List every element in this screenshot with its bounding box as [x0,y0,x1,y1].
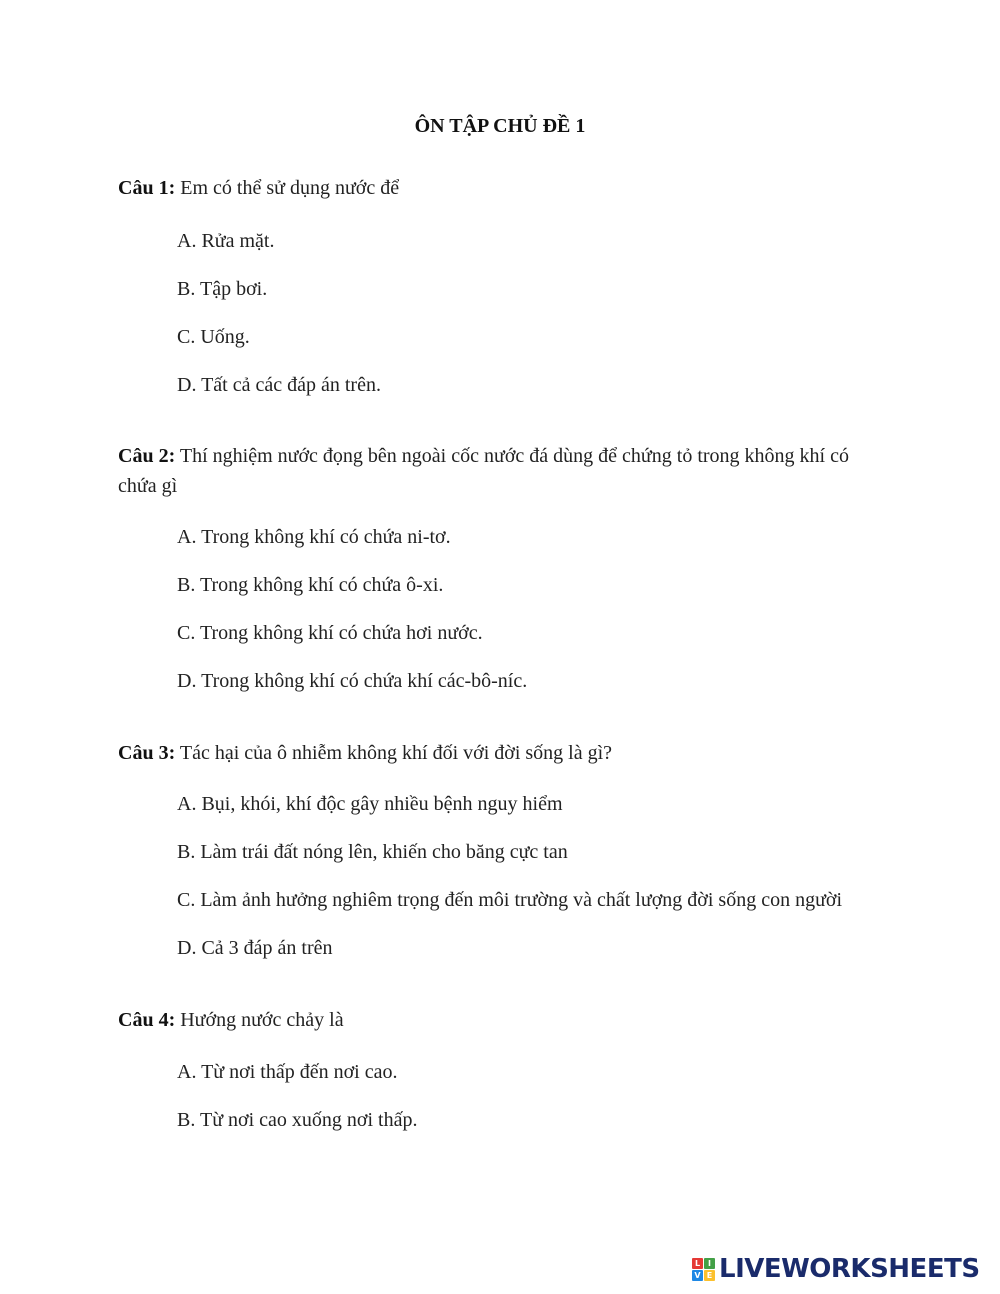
option-3d: D. Cả 3 đáp án trên [177,937,333,959]
logo-tile: V [692,1270,703,1281]
question-4 [118,1005,878,1035]
option-1a: A. Rửa mặt. [177,230,275,252]
logo-tile: I [704,1258,715,1269]
question-2 [118,441,878,501]
logo-icon [692,1258,715,1281]
option-4b: B. Từ nơi cao xuống nơi thấp. [177,1109,418,1131]
option-1d: D. Tất cả các đáp án trên. [177,374,381,396]
option-3a: A. Bụi, khói, khí độc gây nhiều bệnh nguy hiểm [177,793,563,815]
option-2a: A. Trong không khí có chứa ni-tơ. [177,526,451,548]
liveworksheets-logo[interactable] [692,1253,980,1285]
question-label: Câu 3: [118,742,176,764]
question-text: Thí nghiệm nước đọng bên ngoài cốc nước đá dùng để chứng tỏ trong không khí có chứa gì [118,445,849,497]
option-3c: C. Làm ảnh hưởng nghiêm trọng đến môi trường và chất lượng đời sống con người [177,889,843,911]
question-label: Câu 4: [118,1009,176,1031]
question-text: Hướng nước chảy là [175,1009,344,1031]
option-4a: A. Từ nơi thấp đến nơi cao. [177,1061,398,1083]
question-label: Câu 2: [118,445,176,467]
option-3b: B. Làm trái đất nóng lên, khiến cho băng cực tan [177,841,568,863]
question-1 [118,173,878,203]
question-3 [118,738,878,768]
question-text: Em có thể sử dụng nước để [175,177,400,199]
question-text: Tác hại của ô nhiễm không khí đối với đời sống là gì? [175,742,613,764]
option-1b: B. Tập bơi. [177,278,268,300]
option-2c: C. Trong không khí có chứa hơi nước. [177,622,483,644]
option-1c: C. Uống. [177,326,250,348]
question-label: Câu 1: [118,177,176,199]
option-2b: B. Trong không khí có chứa ô-xi. [177,574,444,596]
option-2d: D. Trong không khí có chứa khí các-bô-níc. [177,670,528,692]
logo-tile: L [692,1258,703,1269]
logo-tile: E [704,1270,715,1281]
logo-text: LIVEWORKSHEETS [719,1254,980,1284]
page-title: ÔN TẬP CHỦ ĐỀ 1 [414,115,586,137]
